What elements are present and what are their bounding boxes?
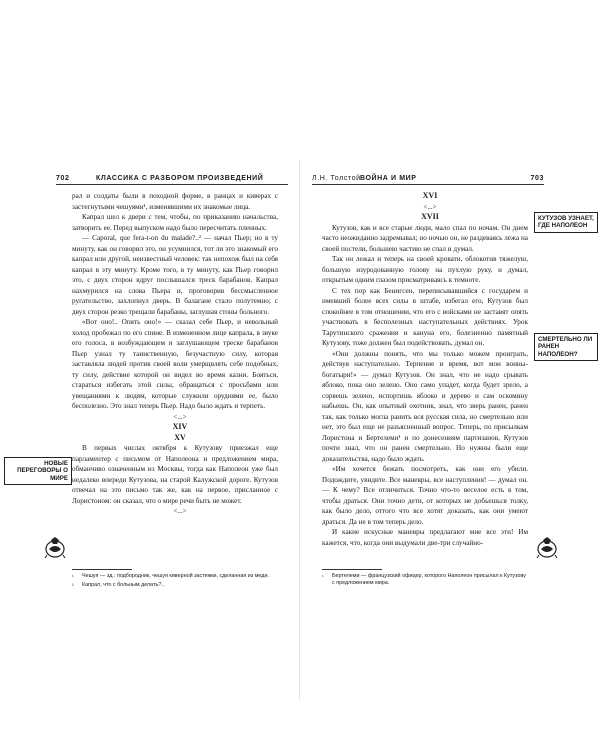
footnote-text: Капрал, что с больным делать?.. <box>82 582 165 588</box>
margin-note-new-peace-talks: НОВЫЕ ПЕРЕГОВОРЫ О МИРЕ <box>4 457 72 485</box>
left-running-header <box>56 173 288 184</box>
paragraph: С тех пор как Бенигсен, переписывавшийся с государем и имевший более всех силы в штабе, избегал его, Кутузов был спокойнее в том отношении, что его с войсками не заставят опять участвовать в бесполезных наступательных действиях. Урок Тарутинского сражения и кануна его, болезненно памятный Кутузову, тоже должен был подействовать, думал он. <box>322 286 528 347</box>
right-header-rule <box>312 184 544 185</box>
omission-mark: <...> <box>173 507 187 515</box>
left-header-rule <box>56 184 288 185</box>
paragraph: «Они должны понять, что мы только можем проиграть, действуя наступательно. Терпение и время, вот мои воины-богатыри!» — думал Кутузов. Он знал, что не надо срывать яблоко, пока оно зелено. Оно само упадет, когда будет зрело, а сорвешь зелено, испортишь яблоко и дерево и сам оскомину набьешь. Он, как опытный охотник, знал, что зверь ранен, ранен так, как только могла ранить вся русская сила, но смертельно или нет, это был еще не разъясненный вопрос. Теперь, по присылкам Лористона и Бертелеми¹ и по донесениям партизанов, Кутузов почти знал, что он ранен смертельно. Но нужны были еще доказательства, надо было ждать. <box>322 349 528 463</box>
paragraph: Кутузов, как и все старые люди, мало спал по ночам. Он днем часто неожиданно задремывал; но ночью он, не раздеваясь лежа на своей постели, большею частию не спал и думал. <box>322 223 528 253</box>
chapter-heading-xv: XV <box>174 432 186 442</box>
left-page-number: 702 <box>56 175 70 182</box>
book-emblem-icon <box>44 535 66 559</box>
paragraph: рал и солдаты были в походной форме, в ранцах и киверах с застегнутыми чешуями¹, изменявшими их знакомые лица. <box>72 192 278 211</box>
omission-mark: <...> <box>173 412 187 421</box>
right-footnotes <box>322 569 528 589</box>
footnote-rule <box>322 569 382 570</box>
book-emblem-icon <box>536 535 558 559</box>
footnote <box>72 582 278 589</box>
footnote-mark: ¹ <box>72 574 74 579</box>
right-page <box>300 0 600 750</box>
footnote-text: Чешуя — зд.: подбородник, чешуя киверной застежки, сделанная из меди. <box>82 573 269 579</box>
right-page-number: 703 <box>530 175 544 182</box>
paragraph: И какие искусные маневры предлагают мне все эти! Им кажется, что, когда они выдумали две-три случайно- <box>322 528 528 547</box>
omission-mark: <...> <box>423 202 437 211</box>
paragraph: «Вот оно!.. Опять оно!» — сказал себе Пьер, и невольный холод пробежал по его спине. В измененном лице капрала, в звуке его голоса, в возбуждающем и заглушающем треске барабанов Пьер узнал ту таинственную, безучастную силу, которая заставляла людей против своей воли умерщвлять себе подобных, ту силу, действие которой он видел во время казни. Бояться, стараться избегать этой силы, обращаться с просьбами или увещаниями к людям, которые служили орудиями ее, было бесполезно. Это знал теперь Пьер. Надо было ждать и терпеть. <box>72 318 278 410</box>
paragraph: В первых числах октября к Кутузову приезжал еще парламентер с письмом от Наполеона и предложением мира, обманчиво означенным из Москвы, тогда как Наполеон уже был недалеко впереди Кутузова, на старой Калужской дороге. Кутузов отвечал на это письмо так же, как на первое, присланное с Лористоном: он сказал, что о мире речи быть не может. <box>72 444 278 505</box>
right-author: Л.Н. Толстой <box>312 175 361 182</box>
chapter-heading-xiv: XIV <box>172 422 188 431</box>
left-footnotes <box>72 569 278 591</box>
chapter-heading-xvii: XVII <box>421 212 439 221</box>
right-running-title: ВОЙНА И МИР <box>360 175 417 182</box>
paragraph: «Им хочется бежать посмотреть, как они его убили. Подождите, увидите. Все маневры, все наступления! — думал он. — К чему? Все отличиться. Точно что-то веселое есть в том, чтобы драться. Они точно дети, от которых не добьешься толку, как было дело, оттого что все хотят доказать, как они умеют драться. Да не в том теперь дело. <box>322 465 528 526</box>
paragraph: Так он лежал и теперь на своей кровати, облокотив тяжелую, большую изуродованную голову на пухлую руку, и думал, открытым одним глазом присматриваясь к темноте. <box>322 255 528 284</box>
footnote-text: Бертелеми — французский офицер, которого Наполеон присылал к Кутузову с предложением мира. <box>332 573 526 586</box>
footnote <box>72 573 278 580</box>
footnote-mark: ² <box>72 583 74 588</box>
right-running-header <box>312 173 544 184</box>
left-body-text <box>72 191 278 517</box>
footnote <box>322 573 528 587</box>
left-running-title: КЛАССИКА С РАЗБОРОМ ПРОИЗВЕДЕНИЙ <box>96 175 264 182</box>
margin-note-kutuzov-learns: КУТУЗОВ УЗНАЕТ, ГДЕ НАПОЛЕОН <box>534 212 598 233</box>
paragraph: — Caporal, que fera-t-on du malade?..² — начал Пьер; но в ту минуту, как он говорил это, он усумнился, тот ли это знакомый его капрал или другой, неизвестный человек: так непохож был на себя капрал в эту минуту. Кроме того, в ту минуту, как Пьер говорил это, с двух сторон вдруг послышался треск барабанов. Капрал нахмурился на слова Пьера и, проговорив бессмысленное ругательство, захлопнул дверь. В балагане стало полутемно; с двух сторон резко трещали барабаны, заглушая стоны больного. <box>72 234 278 316</box>
chapter-heading-xvi: XVI <box>422 191 438 200</box>
footnote-rule <box>72 569 132 570</box>
margin-note-napoleon-wounded: СМЕРТЕЛЬНО ЛИ РАНЕН НАПОЛЕОН? <box>534 333 598 361</box>
right-body-text <box>322 191 528 548</box>
paragraph: Капрал шел к двери с тем, чтобы, по приказанию начальства, затворить ее. Перед выпуском надо было пересчитать пленных. <box>72 213 278 232</box>
footnote-mark: ¹ <box>322 574 324 579</box>
